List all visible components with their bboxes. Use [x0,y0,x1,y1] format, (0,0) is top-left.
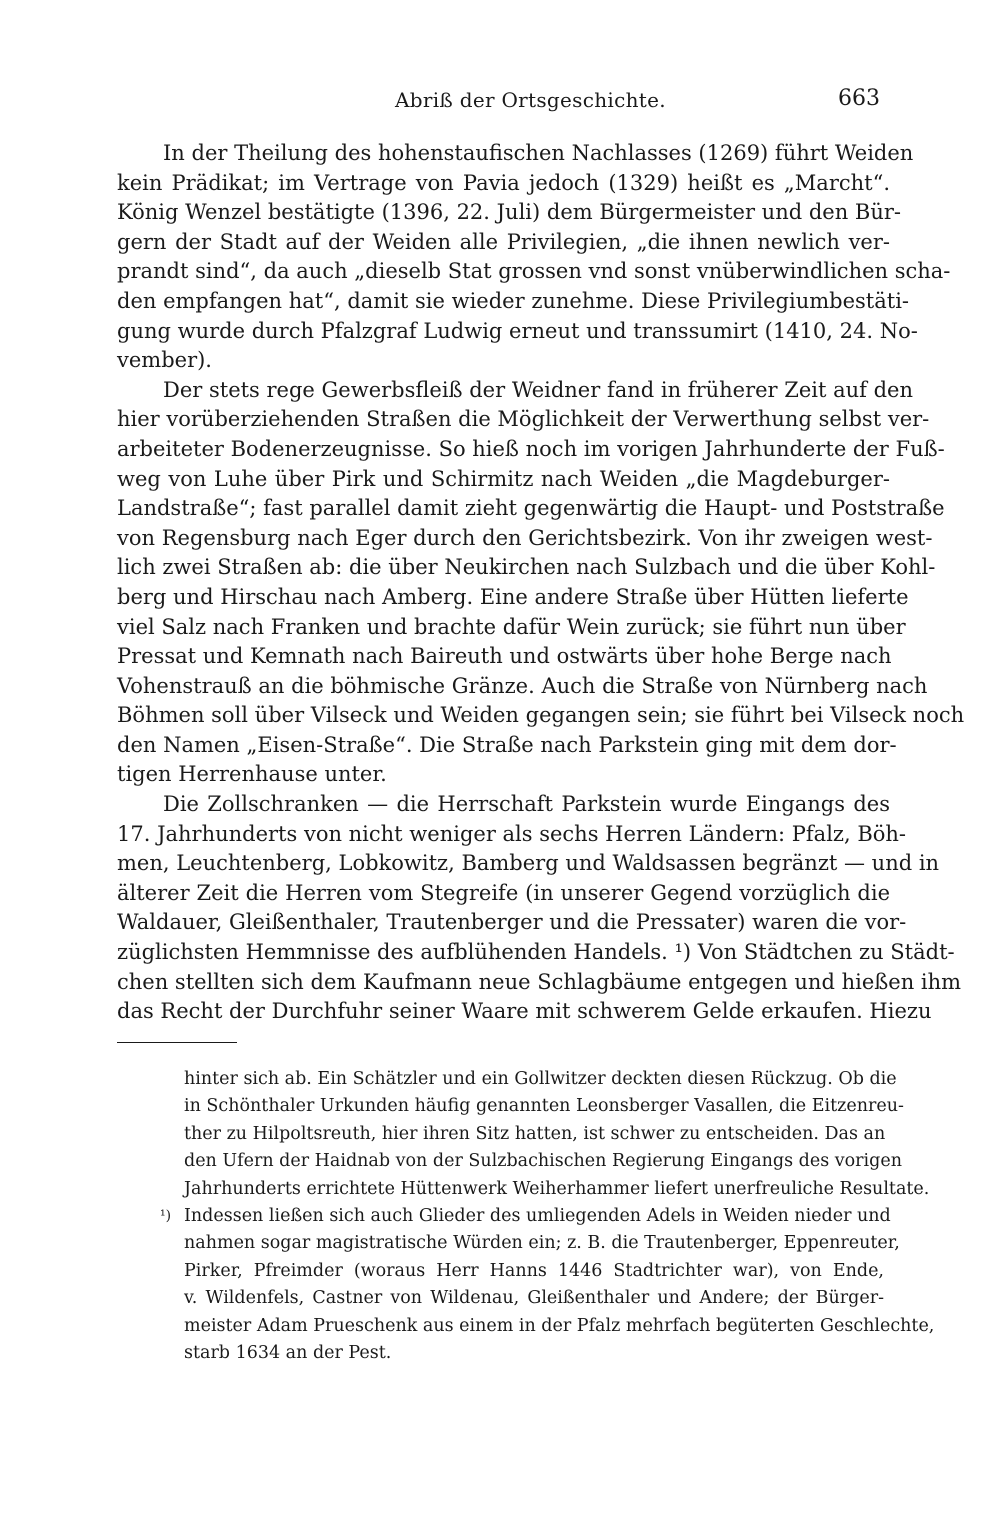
text-line: kein Prädikat; im Vertrage von Pavia jedoch (1329) heißt es „Marcht“. [117,170,890,195]
footnote-line: starb 1634 an der Pest. [184,1342,392,1363]
text-line: König Wenzel bestätigte (1396, 22. Juli) dem Bürgermeister und den Bür- [117,200,901,225]
text-line: den empfangen hat“, damit sie wieder zunehme. Diese Privilegiumbestäti- [117,288,910,313]
text-line: lich zwei Straßen ab: die über Neukirchen nach Sulzbach und die über Kohl- [117,555,936,580]
text-line: gern der Stadt auf der Weiden alle Privilegien, „die ihnen newlich ver- [117,229,890,254]
footnote-line-text: Indessen ließen sich auch Glieder des umliegenden Adels in Weiden nieder und [184,1205,891,1226]
footnote-line: in Schönthaler Urkunden häufig genannten Leonsberger Vasallen, die Eitzenreu- [184,1096,904,1117]
text-line: Landstraße“; fast parallel damit zieht gegenwärtig die Haupt- und Poststraße [117,496,945,521]
footnote-separator [117,1042,237,1043]
text-line: das Recht der Durchfuhr seiner Waare mit schwerem Gelde erkaufen. Hiezu [117,999,932,1024]
text-line: Böhmen soll über Vilseck und Weiden gegangen sein; sie führt bei Vilseck noch [117,703,965,728]
footnote-marker: ¹) [160,1207,172,1224]
footnote-line: den Ufern der Haidnab von der Sulzbachischen Regierung Eingangs des vorigen [184,1151,902,1172]
main-text [117,139,965,1027]
footnote-line: Pirker, Pfreimder (woraus Herr Hanns 1446 Stadtrichter war), von Ende, [184,1260,884,1281]
text-line: Die Zollschranken — die Herrschaft Parkstein wurde Eingangs des [163,792,890,817]
text-line: chen stellten sich dem Kaufmann neue Schlagbäume entgegen und hießen ihm [117,969,962,994]
footnote-line: hinter sich ab. Ein Schätzler und ein Gollwitzer deckten diesen Rückzug. Ob die [184,1069,897,1089]
text-line: berg und Hirschau nach Amberg. Eine andere Straße über Hütten lieferte [117,584,909,609]
text-line: gung wurde durch Pfalzgraf Ludwig erneut und transsumirt (1410, 24. No- [117,318,918,343]
running-title: Abriß der Ortsgeschichte. [395,88,666,112]
text-line: züglichsten Hemmnisse des aufblühenden Handels. ¹) Von Städtchen zu Städt- [117,940,955,965]
text-line: weg von Luhe über Pirk und Schirmitz nach Weiden „die Magdeburger- [117,466,890,491]
text-line: Vohenstrauß an die böhmische Gränze. Auch die Straße von Nürnberg nach [117,673,928,698]
footnote-line: v. Wildenfels, Castner von Wildenau, Gleißenthaler und Andere; der Bürger- [184,1288,884,1309]
text-line: prandt sind“, da auch „dieselb Stat grossen vnd sonst vnüberwindlichen scha- [117,259,951,284]
footnote-line: meister Adam Prueschenk aus einem in der Pfalz mehrfach begüterten Geschlechte, [184,1315,935,1336]
text-line: von Regensburg nach Eger durch den Gerichtsbezirk. Von ihr zweigen west- [117,525,933,550]
text-line: tigen Herrenhause unter. [117,762,387,787]
text-line: älterer Zeit die Herren vom Stegreife (in unserer Gegend vorzüglich die [117,880,890,905]
text-line: Pressat und Kemnath nach Baireuth und ostwärts über hohe Berge nach [117,644,892,669]
page-number: 663 [838,86,880,111]
footnote-line: ther zu Hilpoltsreuth, hier ihren Sitz hatten, ist schwer zu entscheiden. Das an [184,1123,886,1144]
text-line: arbeiteter Bodenerzeugnisse. So hieß noch im vorigen Jahrhunderte der Fuß- [117,436,945,461]
text-line: men, Leuchtenberg, Lobkowitz, Bamberg und Waldsassen begränzt — und in [117,851,940,876]
footnotes [160,1066,935,1367]
text-line: hier vorüberziehenden Straßen die Möglichkeit der Verwerthung selbst ver- [117,407,930,432]
text-line: 17. Jahrhunderts von nicht weniger als sechs Herren Ländern: Pfalz, Böh- [117,821,907,846]
footnote-line: nahmen sogar magistratische Würden ein; z. B. die Trautenberger, Eppenreuter, [184,1233,900,1254]
text-line: Der stets rege Gewerbsfleiß der Weidner fand in früherer Zeit auf den [163,377,914,402]
text-line: Waldauer, Gleißenthaler, Trautenberger und die Pressater) waren die vor- [117,910,907,935]
footnote-line: Jahrhunderts errichtete Hüttenwerk Weiherhammer liefert unerfreuliche Resultate. [184,1178,930,1199]
text-line: vember). [117,348,212,373]
text-line: In der Theilung des hohenstaufischen Nachlasses (1269) führt Weiden [163,141,914,165]
text-line: viel Salz nach Franken und brachte dafür Wein zurück; sie führt nun über [117,614,906,639]
text-line: den Namen „Eisen-Straße“. Die Straße nach Parkstein ging mit dem dor- [117,732,897,757]
footnote-1-first-line [160,1203,891,1230]
